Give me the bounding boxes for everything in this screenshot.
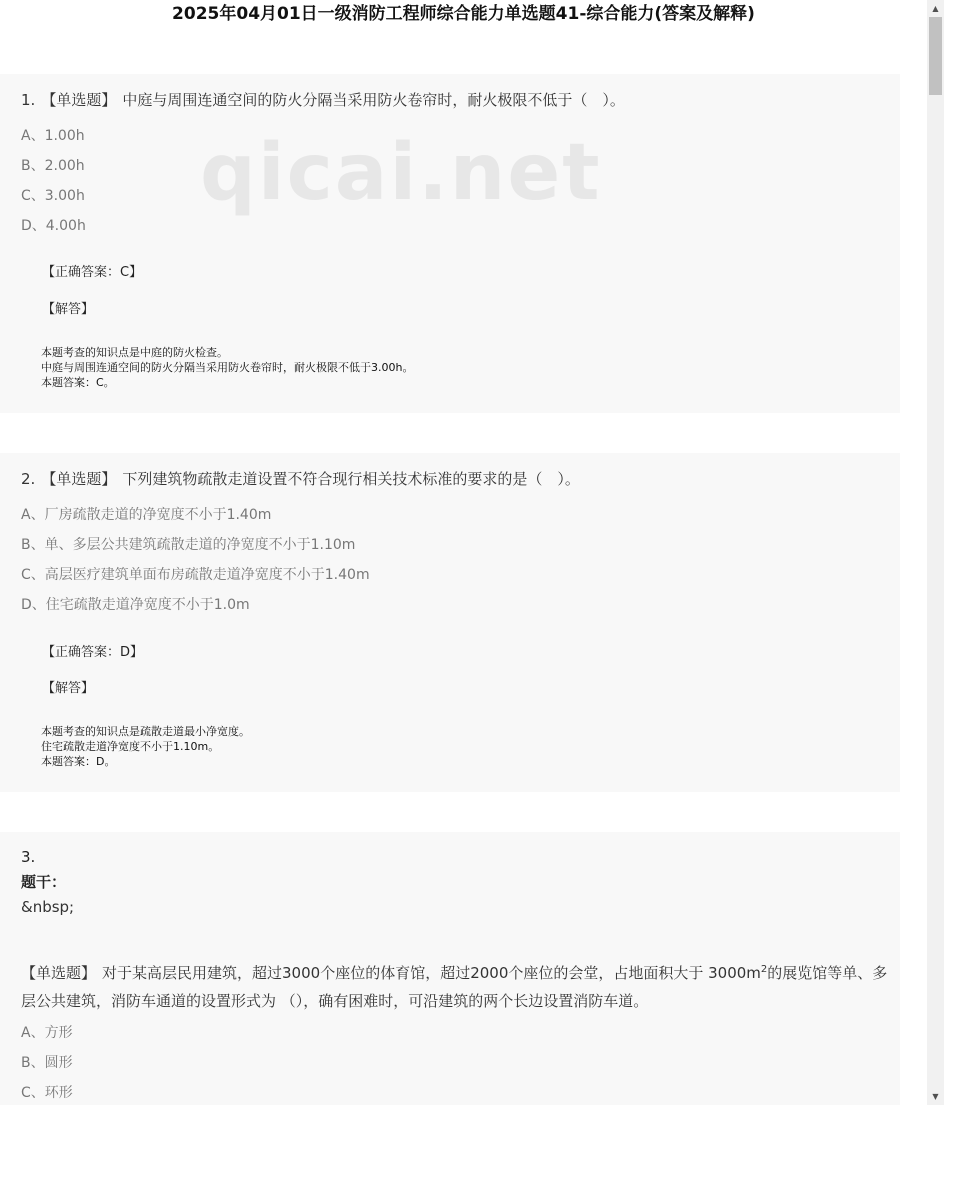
question-card-2 [0,453,900,792]
explanation-label: 【解答】 [42,681,95,696]
scroll-up-icon[interactable]: ▲ [932,4,939,13]
stem-raw-text: &nbsp; [21,898,75,916]
option-c[interactable]: C、3.00h [21,188,85,204]
option-d[interactable]: D、住宅疏散走道净宽度不小于1.0m [21,597,250,613]
option-d[interactable]: D、4.00h [21,218,86,234]
scroll-down-icon[interactable]: ▼ [932,1092,939,1101]
option-b[interactable]: B、2.00h [21,158,85,174]
question-card-3 [0,832,900,1105]
scroll-thumb[interactable] [929,17,942,95]
option-b[interactable]: B、单、多层公共建筑疏散走道的净宽度不小于1.10m [21,537,356,553]
question-text: 下列建筑物疏散走道设置不符合现行相关技术标准的要求的是（ ）。 [122,470,580,488]
question-number: 3. [21,848,36,866]
question-stem-label: 题干： [21,873,67,891]
explanation-line: 本题答案：C。 [41,376,115,389]
option-a[interactable]: A、厂房疏散走道的净宽度不小于1.40m [21,507,272,523]
correct-answer: 【正确答案：C】 [42,265,143,280]
option-a[interactable]: A、方形 [21,1025,73,1041]
question-text-part: 的展览馆等单、多层公共建筑，消防车通道的设置形式为 （），确有困难时，可沿建筑的两个长边设置消防车道。 [21,964,888,1010]
page-title: 2025年04月01日一级消防工程师综合能力单选题41-综合能力(答案及解释) [172,4,755,24]
question-text-part: 对于某高层民用建筑，超过3000个座位的体育馆，超过2000个座位的会堂，占地面积大于 3000m [102,964,761,982]
superscript: 2 [760,964,768,975]
option-b[interactable]: B、圆形 [21,1055,73,1071]
option-a[interactable]: A、1.00h [21,128,85,144]
explanation-line: 中庭与周围连通空间的防火分隔当采用防火卷帘时，耐火极限不低于3.00h。 [41,361,414,374]
explanation-line: 住宅疏散走道净宽度不小于1.10m。 [41,740,220,753]
option-c[interactable]: C、环形 [21,1085,73,1101]
explanation-line: 本题答案：D。 [41,755,116,768]
vertical-scrollbar[interactable] [927,0,944,1105]
question-type-tag: 【单选题】 [41,91,117,109]
question-header [21,90,625,110]
question-card-1 [0,74,900,413]
explanation-label: 【解答】 [42,302,95,317]
watermark-logo: qicai.net [200,128,602,218]
option-c[interactable]: C、高层医疗建筑单面布房疏散走道净宽度不小于1.40m [21,567,370,583]
correct-answer: 【正确答案：D】 [42,645,144,660]
question-number: 1. [21,91,36,109]
explanation-body [41,345,413,390]
question-text [21,956,891,1015]
explanation-line: 本题考查的知识点是疏散走道最小净宽度。 [41,725,250,738]
question-text: 中庭与周围连通空间的防火分隔当采用防火卷帘时，耐火极限不低于（ ）。 [122,91,625,109]
explanation-body [41,724,250,769]
question-type-tag: 【单选题】 [41,470,117,488]
question-header [21,469,580,489]
explanation-line: 本题考查的知识点是中庭的防火检查。 [41,346,228,359]
question-number: 2. [21,470,36,488]
question-type-tag: 【单选题】 [21,964,97,982]
